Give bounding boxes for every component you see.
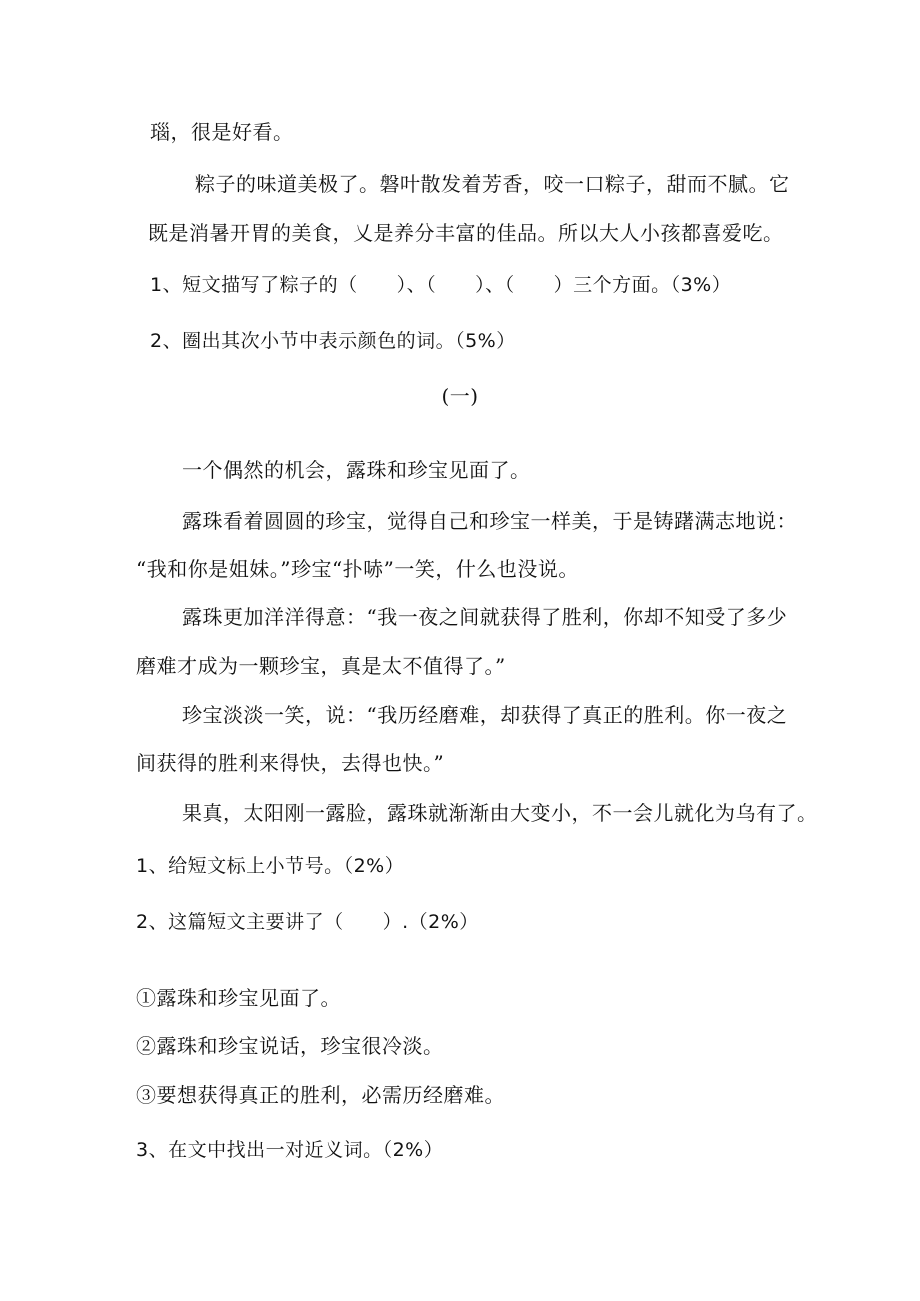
section-title: (一) [441,384,479,408]
passage2-paragraph-3-line2: 磨难才成为一颗珍宝，真是太不值得了。” [136,654,506,678]
question-1-1: 1、短文描写了粽子的（ ）、（ ）、（ ）三个方面。（3%） [150,274,732,296]
option-1: ①露珠和珍宝见面了。 [136,986,341,1010]
question-2-3: 3、在文中找出一对近义词。（2%） [136,1139,444,1161]
passage2-paragraph-4-line1: 珍宝淡淡一笑，说：“我历经磨难，却获得了真正的胜利。你一夜之 [182,703,788,727]
passage2-paragraph-2-line2: “我和你是姐妹。”珍宝“扑哧”一笑，什么也没说。 [136,557,579,581]
passage2-paragraph-4-line2: 间获得的胜利来得快，去得也快。” [136,751,445,775]
passage2-paragraph-3-line1: 露珠更加洋洋得意：“我一夜之间就获得了胜利，你却不知受了多少 [182,605,788,629]
option-2: ②露珠和珍宝说话，珍宝很冷淡。 [136,1034,444,1058]
passage1-taste-line1: 粽子的味道美极了。磐叶散发着芳香，咬一口粽子，甜而不腻。它 [195,172,790,196]
passage2-paragraph-5: 果真，太阳刚一露脸，露珠就渐渐由大变小，不一会儿就化为乌有了。 [182,801,818,825]
question-2-2: 2、这篇短文主要讲了（ ）.（2%） [136,911,479,933]
passage2-paragraph-1: 一个偶然的机会，露珠和珍宝见面了。 [182,458,531,482]
question-1-2: 2、圈出其次小节中表示颜色的词。（5%） [150,330,516,352]
passage2-paragraph-2-line1: 露珠看着圆圆的珍宝，觉得自己和珍宝一样美，于是铸躇满志地说： [182,509,797,533]
question-2-1: 1、给短文标上小节号。（2%） [136,855,405,877]
option-3: ③要想获得真正的胜利，必需历经磨难。 [136,1083,505,1107]
passage1-taste-line2: 既是消暑开胃的美食，乂是养分丰富的佳品。所以大人小孩都喜爱吃。 [148,221,784,245]
passage1-tail-line: 瑙，很是好看。 [150,120,294,144]
